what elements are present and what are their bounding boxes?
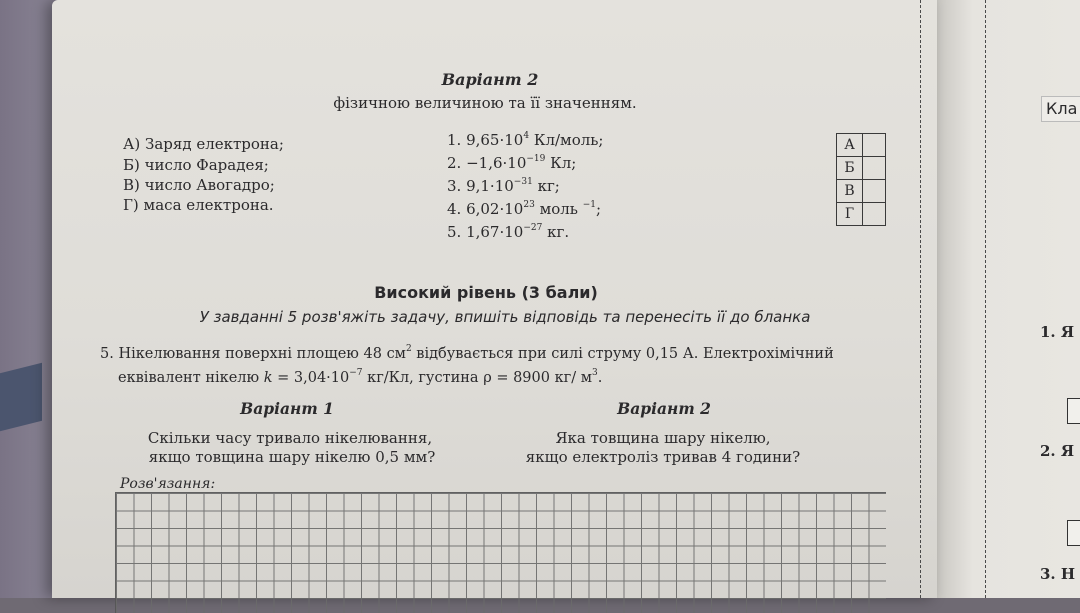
right-page-item: 3. Н xyxy=(1040,565,1076,583)
value-text: 2. −1,6·10 xyxy=(447,154,527,172)
unit-text: моль xyxy=(534,200,583,218)
answer-grid-row xyxy=(837,134,886,157)
value-text: 5. 1,67·10 xyxy=(447,223,524,241)
value-text: 3. 9,1·10 xyxy=(447,177,514,195)
answer-grid xyxy=(836,133,886,226)
section-heading: Високий рівень (3 бали) xyxy=(374,283,598,302)
variant1-question-line: якщо товщина шару нікелю 0,5 мм? xyxy=(148,448,436,466)
task5-statement-line1 xyxy=(100,344,834,364)
variant2-question-line: якщо електроліз тривав 4 години? xyxy=(525,448,801,466)
right-page-item: 2. Я xyxy=(1040,442,1075,460)
answer-grid-row xyxy=(837,203,886,226)
answer-grid-row xyxy=(837,157,886,180)
variant1-title: Варіант 1 xyxy=(240,399,334,418)
answer-box xyxy=(1067,520,1080,546)
answer-cell[interactable] xyxy=(863,134,886,157)
exponent: 4 xyxy=(523,131,530,141)
answer-letter: В xyxy=(837,180,863,203)
right-page-item: 1. Я xyxy=(1040,323,1075,341)
matching-left-item: Б) число Фарадея; xyxy=(123,156,269,174)
task5-text: 5. Нікелювання поверхні площею 48 см xyxy=(100,346,406,362)
unit-text: кг; xyxy=(532,177,560,195)
variant2-title: Варіант 2 xyxy=(617,399,711,418)
matching-right-item xyxy=(447,199,601,219)
answer-cell[interactable] xyxy=(863,157,886,180)
exponent: −1 xyxy=(582,200,597,210)
matching-left-item: А) Заряд електрона; xyxy=(123,135,284,153)
matching-right-item xyxy=(447,153,576,173)
exponent: 2 xyxy=(405,344,412,354)
matching-right-item xyxy=(447,130,604,150)
symbol-k: k xyxy=(263,370,273,386)
task5-text: відбувається при силі струму 0,15 А. Електрохімічний xyxy=(411,346,834,362)
answer-letter: Б xyxy=(837,157,863,180)
value-text: 4. 6,02·10 xyxy=(447,200,524,218)
exponent: −27 xyxy=(523,223,543,233)
section-instruction: У завданні 5 розв'яжіть задачу, впишіть відповідь та перенесіть її до бланка xyxy=(199,308,811,326)
answer-grid-row xyxy=(837,180,886,203)
variant-title: Варіант 2 xyxy=(441,70,539,89)
book-tab xyxy=(0,363,42,431)
unit-text: кг. xyxy=(542,223,570,241)
solution-grid[interactable] xyxy=(115,492,886,613)
exponent: 23 xyxy=(523,200,535,210)
exponent: −7 xyxy=(349,368,363,378)
matching-right-item xyxy=(447,176,560,196)
exponent: −31 xyxy=(513,177,533,187)
value-text: 1. 9,65·10 xyxy=(447,131,524,149)
task-intro-text: фізичною величиною та її значенням. xyxy=(333,94,637,112)
variant2-question-line: Яка товщина шару нікелю, xyxy=(555,429,771,447)
dashed-margin-line xyxy=(920,0,921,598)
answer-box xyxy=(1067,398,1080,424)
solution-label: Розв'язання: xyxy=(120,476,216,492)
answer-letter: А xyxy=(837,134,863,157)
task5-text: = 3,04·10 xyxy=(272,370,350,386)
unit-text: Кл; xyxy=(545,154,577,172)
right-page xyxy=(937,0,1080,598)
task5-text: . xyxy=(597,370,603,386)
unit-text: ; xyxy=(596,200,602,218)
dashed-cut-line xyxy=(985,0,986,598)
variant1-question-line: Скільки часу тривало нікелювання, xyxy=(147,429,433,447)
matching-left-item: Г) маса електрона. xyxy=(123,196,274,214)
right-page-label: Кла xyxy=(1041,96,1080,122)
answer-cell[interactable] xyxy=(863,203,886,226)
matching-left-item: В) число Авогадро; xyxy=(123,176,275,194)
exponent: −19 xyxy=(526,154,546,164)
task5-text: кг/Кл, густина ρ = 8900 кг/ м xyxy=(362,370,593,386)
unit-text: Кл/моль; xyxy=(529,131,604,149)
exponent: 3 xyxy=(592,368,598,378)
matching-right-item xyxy=(447,222,569,242)
answer-cell[interactable] xyxy=(863,180,886,203)
task5-text: еквівалент нікелю xyxy=(118,370,264,386)
task5-statement-line2 xyxy=(118,368,602,388)
answer-letter: Г xyxy=(837,203,863,226)
